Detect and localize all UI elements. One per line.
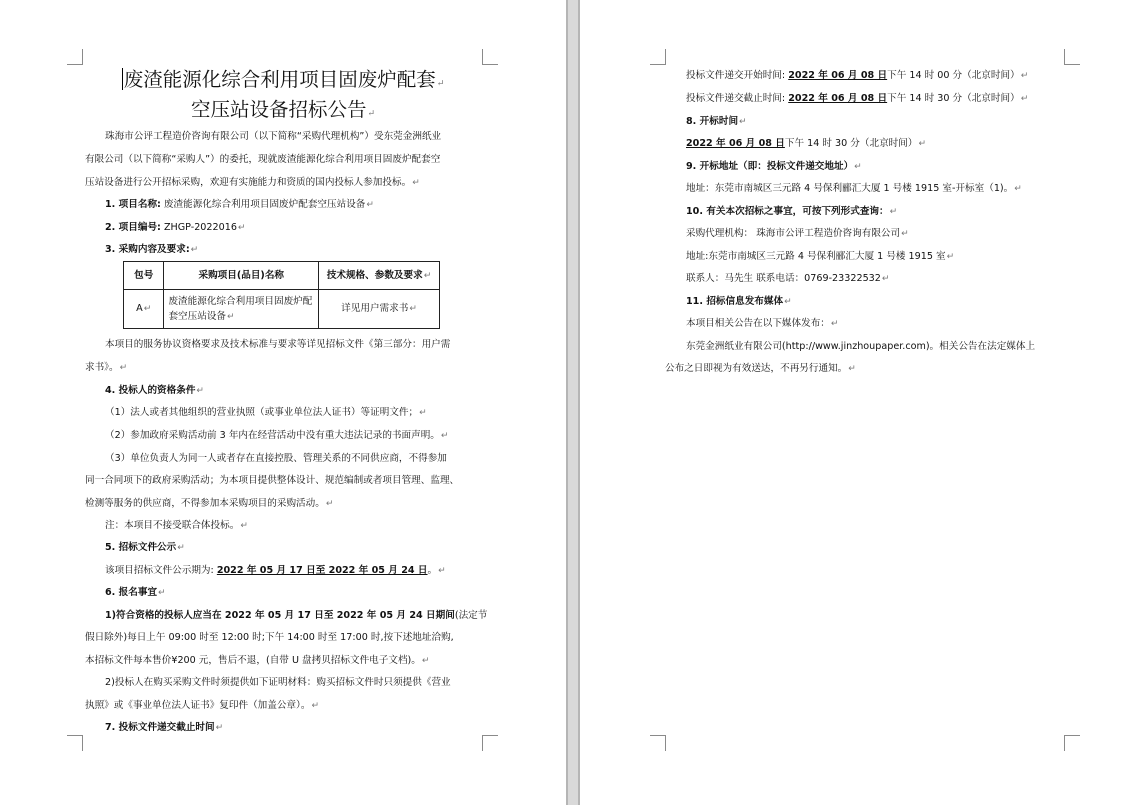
intro-line[interactable]: 珠海市公评工程造价咨询有限公司（以下简称“采购代理机构”）受东莞金洲纸业 — [105, 131, 442, 142]
page-edge — [566, 0, 568, 805]
registration-line[interactable]: 2)投标人在购买采购文件时须提供如下证明材料：购买招标文件时只须提供《营业 — [105, 677, 451, 688]
crop-mark — [482, 49, 498, 65]
item-project-name[interactable]: 1. 项目名称: 废渣能源化综合利用项目固废炉配套空压站设备↵ — [105, 199, 374, 210]
contact-address-line[interactable]: 地址:东莞市南城区三元路 4 号保利郦汇大厦 1 号楼 1915 室↵ — [686, 251, 955, 262]
section-heading[interactable]: 4. 投标人的资格条件↵ — [105, 385, 204, 396]
publicity-period-line[interactable]: 该项目招标文件公示期为: 2022 年 05 月 17 日至 2022 年 05 月 24 日。↵ — [105, 565, 446, 576]
table-header-cell[interactable]: 技术规格、参数及要求↵ — [319, 262, 440, 290]
crop-mark — [650, 49, 666, 65]
qualification-item[interactable]: 检测等服务的供应商，不得参加本采购项目的采购活动。↵ — [85, 498, 334, 509]
contact-agency-line[interactable]: 采购代理机构： 珠海市公评工程造价咨询有限公司↵ — [686, 228, 909, 239]
bid-submission-end-line[interactable]: 投标文件递交截止时间: 2022 年 06 月 08 日下午 14 时 30 分（北京时间）↵ — [686, 93, 1029, 104]
registration-line[interactable]: 假日除外)每日上午 09:00 时至 12:00 时;下午 14:00 时至 17:00 时,按下述地址洽购, — [85, 632, 454, 643]
document-page-right — [580, 0, 1148, 805]
section-heading[interactable]: 11. 招标信息发布媒体↵ — [686, 296, 792, 307]
registration-line[interactable]: 1)符合资格的投标人应当在 2022 年 05 月 17 日至 2022 年 05 月 24 日期间(法定节 — [105, 610, 488, 621]
text-cursor — [122, 68, 123, 90]
media-line[interactable]: 本项目相关公告在以下媒体发布：↵ — [686, 318, 839, 329]
document-page-left — [0, 0, 566, 805]
document-title-line2[interactable]: 空压站设备招标公告↵ — [190, 98, 376, 121]
bid-opening-address-line[interactable]: 地址：东莞市南城区三元路 4 号保利郦汇大厦 1 号楼 1915 室-开标室（1)。↵ — [686, 183, 1022, 194]
media-line[interactable]: 东莞金洲纸业有限公司(http://www.jinzhoupaper.com)。相关公告在法定媒体上 — [686, 341, 1036, 352]
registration-line[interactable]: 执照》或《事业单位法人证书》复印件（加盖公章）。↵ — [85, 700, 319, 711]
table-cell-spec[interactable]: 详见用户需求书↵ — [319, 290, 440, 329]
table-header-cell[interactable]: 包号 — [124, 262, 164, 290]
registration-line[interactable]: 本招标文件每本售价¥200 元，售后不退，(自带 U 盘拷贝招标文件电子文档)。↵ — [85, 655, 430, 666]
table-row — [124, 290, 440, 329]
table-header-row — [124, 262, 440, 290]
page-gutter — [566, 0, 580, 805]
section-heading[interactable]: 10. 有关本次招标之事宜，可按下列形式查询：↵ — [686, 206, 898, 217]
bid-submission-start-line[interactable]: 投标文件递交开始时间: 2022 年 06 月 08 日下午 14 时 00 分（北京时间）↵ — [686, 70, 1029, 81]
intro-line[interactable]: 压站设备进行公开招标采购，欢迎有实施能力和资质的国内投标人参加投标。↵ — [85, 177, 420, 188]
crop-mark — [67, 735, 83, 751]
crop-mark — [482, 735, 498, 751]
service-text-line[interactable]: 本项目的服务协议资格要求及技术标准与要求等详见招标文件《第三部分：用户需 — [105, 339, 451, 350]
section-heading[interactable]: 5. 招标文件公示↵ — [105, 542, 185, 553]
table-header-cell[interactable]: 采购项目(品目)名称 — [164, 262, 319, 290]
crop-mark — [67, 49, 83, 65]
document-title-line1[interactable]: 废渣能源化综合利用项目固废炉配套↵ — [123, 68, 445, 91]
media-line[interactable]: 公布之日即视为有效送达，不再另行通知。↵ — [665, 363, 856, 374]
qualification-item[interactable]: （3）单位负责人为同一人或者存在直接控股、管理关系的不同供应商，不得参加 — [105, 453, 447, 464]
bid-opening-time-line[interactable]: 2022 年 06 月 08 日下午 14 时 30 分（北京时间）↵ — [686, 138, 926, 149]
qualification-item[interactable]: 同一合同项下的政府采购活动；为本项目提供整体设计、规范编制或者项目管理、监理、 — [85, 475, 460, 486]
section-heading[interactable]: 7. 投标文件递交截止时间↵ — [105, 722, 224, 733]
table-cell-item-name[interactable]: 废渣能源化综合利用项目固废炉配套空压站设备↵ — [164, 290, 319, 329]
intro-line[interactable]: 有限公司（以下简称“采购人”）的委托，现就废渣能源化综合利用项目固废炉配套空 — [85, 154, 441, 165]
crop-mark — [1064, 49, 1080, 65]
table-cell-package[interactable]: A↵ — [124, 290, 164, 329]
service-text-line[interactable]: 求书》。↵ — [85, 362, 128, 373]
item-procurement-heading[interactable]: 3. 采购内容及要求:↵ — [105, 244, 199, 255]
section-heading[interactable]: 9. 开标地址（即：投标文件递交地址）↵ — [686, 161, 862, 172]
note-line[interactable]: 注：本项目不接受联合体投标。↵ — [105, 520, 248, 531]
crop-mark — [650, 735, 666, 751]
qualification-item[interactable]: （2）参加政府采购活动前 3 年内在经营活动中没有重大违法记录的书面声明。↵ — [105, 430, 449, 441]
section-heading[interactable]: 8. 开标时间↵ — [686, 116, 747, 127]
item-project-number[interactable]: 2. 项目编号: ZHGP-2022016↵ — [105, 222, 246, 233]
procurement-table — [123, 261, 440, 329]
crop-mark — [1064, 735, 1080, 751]
contact-person-line[interactable]: 联系人：马先生 联系电话：0769-23322532↵ — [686, 273, 890, 284]
section-heading[interactable]: 6. 报名事宜↵ — [105, 587, 166, 598]
qualification-item[interactable]: （1）法人或者其他组织的营业执照（或事业单位法人证书）等证明文件；↵ — [105, 407, 427, 418]
